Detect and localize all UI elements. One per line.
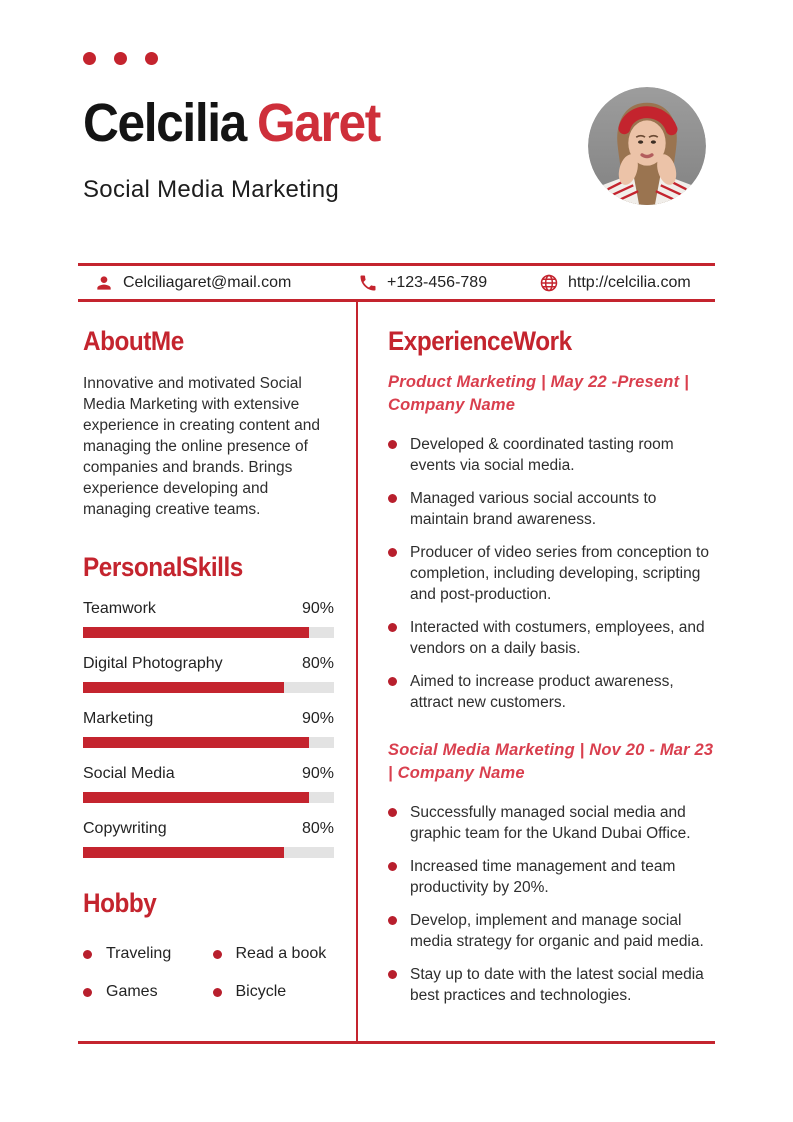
skill-bar-fill — [83, 737, 309, 748]
person-name — [83, 92, 380, 154]
decorative-dots — [83, 52, 158, 65]
job-bullet-item — [388, 910, 715, 952]
job-title: Product Marketing | May 22 -Present | Company Name — [388, 373, 689, 414]
bullet-dot-icon — [388, 916, 397, 925]
hobby-label: Games — [106, 983, 158, 1000]
about-text: Innovative and motivated Social Media Marketing with extensive experience in creating content and managing the online presence of companies and brands. Brings experience developing and managing creative teams. — [83, 375, 320, 518]
job-bullet-item — [388, 856, 715, 898]
job-bullet-text: Interacted with costumers, employees, and vendors on a daily basis. — [410, 619, 705, 657]
hobby-list — [83, 945, 334, 1001]
skill-item — [83, 600, 334, 638]
hobby-label: Bicycle — [235, 983, 287, 1000]
bullet-dot-icon — [83, 988, 92, 997]
bullet-dot-icon — [388, 494, 397, 503]
skill-item — [83, 710, 334, 748]
contact-website-value: http://celcilia.com — [568, 273, 691, 291]
job-bullet-text: Managed various social accounts to maintain brand awareness. — [410, 490, 657, 528]
hobby-label: Traveling — [106, 945, 172, 962]
skills-list — [83, 600, 334, 858]
bullet-dot-icon — [388, 440, 397, 449]
bullet-dot-icon — [388, 548, 397, 557]
skill-label: Social Media — [83, 765, 175, 782]
skill-label: Copywriting — [83, 820, 167, 837]
job-bullet-text: Aimed to increase product awareness, attract new customers. — [410, 673, 674, 711]
skill-label: Digital Photography — [83, 655, 223, 672]
bullet-dot-icon — [83, 950, 92, 959]
first-name: Celcilia — [83, 93, 246, 153]
experience-heading: Experience Work — [388, 326, 572, 356]
job-bullet-text: Stay up to date with the latest social media best practices and technologies. — [410, 966, 704, 1004]
about-heading: About Me — [83, 326, 184, 356]
job-bullets — [388, 802, 715, 1006]
bullet-dot-icon — [388, 677, 397, 686]
skills-heading: Personal Skills — [83, 552, 243, 582]
contact-item-email — [94, 266, 291, 299]
skill-item — [83, 820, 334, 858]
skill-bar-track — [83, 682, 334, 693]
hobby-heading: Hobby — [83, 888, 157, 918]
dot-icon — [83, 52, 96, 65]
skill-bar-fill — [83, 682, 284, 693]
skill-percent: 80% — [301, 820, 334, 837]
skill-bar-fill — [83, 847, 284, 858]
skill-percent: 90% — [301, 710, 334, 727]
bullet-dot-icon — [388, 970, 397, 979]
job-title: Social Media Marketing | Nov 20 - Mar 23 | Company Name — [388, 741, 714, 782]
job-entry — [388, 371, 715, 713]
job-bullet-text: Producer of video series from conception to completion, including developing, scripting and post-production. — [410, 544, 709, 603]
content-columns — [78, 302, 715, 1044]
jobs-list — [388, 371, 715, 1006]
job-bullet-item — [388, 542, 715, 605]
skill-row — [83, 820, 334, 838]
skill-row — [83, 655, 334, 673]
skill-item — [83, 655, 334, 693]
phone-icon — [358, 273, 378, 293]
job-bullet-text: Develop, implement and manage social media strategy for organic and paid media. — [410, 912, 704, 950]
bullet-dot-icon — [388, 808, 397, 817]
bullet-dot-icon — [388, 862, 397, 871]
left-column — [78, 302, 358, 1041]
skill-item — [83, 765, 334, 803]
skill-percent: 90% — [301, 600, 334, 617]
skill-bar-track — [83, 737, 334, 748]
skill-label: Teamwork — [83, 600, 156, 617]
skill-bar-track — [83, 792, 334, 803]
skill-percent: 90% — [301, 765, 334, 782]
hobby-item — [213, 983, 335, 1001]
dot-icon — [114, 52, 127, 65]
right-column — [358, 302, 715, 1041]
skill-bar-fill — [83, 627, 309, 638]
job-bullet-item — [388, 964, 715, 1006]
contact-phone-value: +123-456-789 — [387, 273, 488, 291]
contact-item-website — [539, 266, 691, 299]
last-name: Garet — [256, 93, 380, 153]
job-entry — [388, 739, 715, 1006]
skill-row — [83, 600, 334, 618]
job-bullet-text: Increased time management and team productivity by 20%. — [410, 858, 676, 896]
job-subtitle: Social Media Marketing — [83, 176, 340, 203]
contact-bar — [78, 263, 715, 302]
woman-portrait-icon — [588, 87, 706, 205]
contact-item-phone — [358, 266, 487, 299]
job-bullet-item — [388, 802, 715, 844]
skill-label: Marketing — [83, 710, 154, 727]
job-bullets — [388, 434, 715, 713]
skill-bar-track — [83, 847, 334, 858]
job-bullet-item — [388, 434, 715, 476]
globe-icon — [539, 273, 559, 293]
job-bullet-item — [388, 488, 715, 530]
job-bullet-item — [388, 671, 715, 713]
hobby-item — [213, 945, 335, 963]
hobby-item — [83, 945, 205, 963]
job-bullet-text: Successfully managed social media and graphic team for the Ukand Dubai Office. — [410, 804, 691, 842]
bullet-dot-icon — [213, 950, 222, 959]
user-icon — [94, 273, 114, 293]
skill-percent: 80% — [301, 655, 334, 672]
skill-bar-fill — [83, 792, 309, 803]
hobby-item — [83, 983, 205, 1001]
job-bullet-item — [388, 617, 715, 659]
skill-row — [83, 765, 334, 783]
bullet-dot-icon — [388, 623, 397, 632]
job-bullet-text: Developed & coordinated tasting room events via social media. — [410, 436, 674, 474]
skill-bar-track — [83, 627, 334, 638]
profile-photo — [588, 87, 706, 205]
dot-icon — [145, 52, 158, 65]
contact-email-value: Celciliagaret@mail.com — [123, 273, 292, 291]
hobby-label: Read a book — [235, 945, 327, 962]
bullet-dot-icon — [213, 988, 222, 997]
skill-row — [83, 710, 334, 728]
